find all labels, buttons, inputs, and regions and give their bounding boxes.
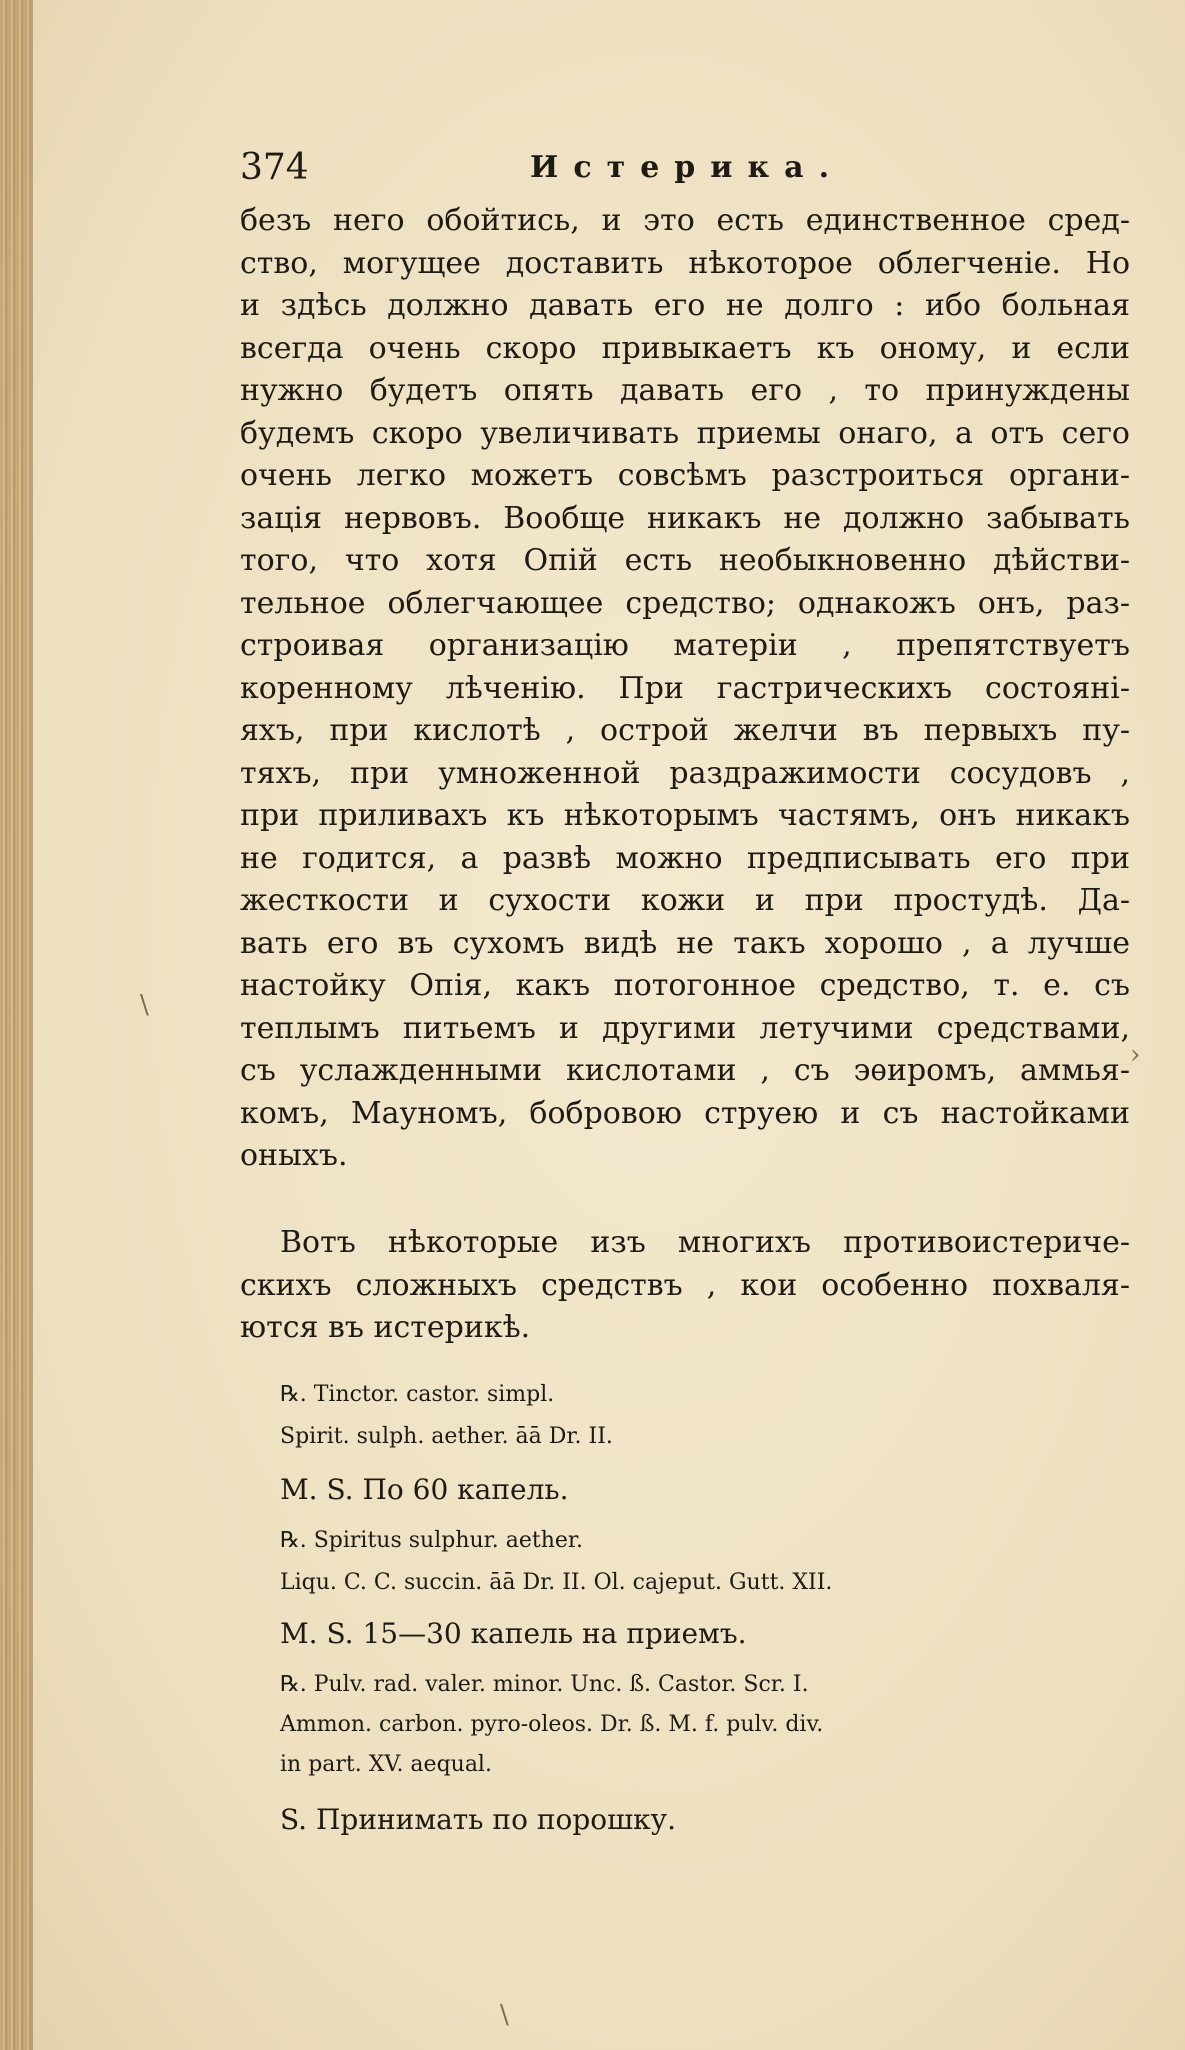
page-header [240,146,845,190]
text-line: того, что хотя Опій есть необыкновенно дѣйстви- [240,543,1130,578]
text-line: безъ него обойтись, и это есть единственное сред- [240,203,1130,238]
text-line: всегда очень скоро привыкаетъ къ оному, и если [240,330,1130,366]
text-line: оныхъ. [240,1138,348,1173]
page-number: 374 [240,147,309,188]
page-edge [0,0,30,2050]
text-line: коренному лѣченію. При гастрическихъ состоянi- [240,670,1130,706]
recipe-3-line-2: Ammon. carbon. pyro-oleos. Dr. ß. M. f. pulv. div. [280,1712,824,1737]
text-line: очень легко можетъ совсѣмъ разстроиться органи- [240,458,1130,493]
recipe-1-signa: M. S. По 60 капель. [280,1473,569,1506]
running-title: Истерика. [530,150,845,185]
margin-mark: › [1130,1040,1141,1070]
text-line: тяхъ, при умноженной раздражимости сосудовъ , [240,755,1130,791]
recipe-2-line-2: Liqu. C. C. succin. āā Dr. II. Ol. cajeput. Gutt. XII. [280,1570,833,1595]
text-line: настойку Опія, какъ потогонное средство, т. е. съ [240,968,1130,1003]
margin-mark: \ [140,990,149,1020]
text-line: скихъ сложныхъ средствъ , кои особенно похваля- [240,1267,1130,1303]
recipe-2-signa: M. S. 15—30 капель на приемъ. [280,1617,747,1650]
paragraph-2 [240,1222,1130,1350]
text-line: Вотъ нѣкоторые изъ многихъ противоистериче- [280,1225,1130,1260]
text-line: яхъ, при кислотѣ , острой желчи въ первыхъ пу- [240,713,1130,748]
text-line: при приливахъ къ нѣкоторымъ частямъ, онъ никакъ [240,798,1130,833]
text-line: зація нервовъ. Вообще никакъ не должно забывать [240,500,1130,536]
text-line: вать его въ сухомъ видѣ не такъ хорошо , а лучше [240,925,1130,961]
text-line: строивая организацію матеріи , препятствуетъ [240,628,1130,663]
gutter-line [30,0,33,2050]
margin-mark: \ [500,2000,509,2030]
text-line: и здѣсь должно давать его не долго : ибо больная [240,288,1130,323]
text-line: не годится, а развѣ можно предписывать его при [240,840,1130,876]
text-line: комъ, Мауномъ, бобровою струею и съ настойками [240,1095,1130,1131]
text-line: будемъ скоро увеличивать приемы онаго, а отъ сего [240,415,1130,451]
text-line: теплымъ питьемъ и другими летучими средствами, [240,1010,1130,1046]
text-line: ство, могущее доставить нѣкоторое облегченіе. Но [240,245,1130,281]
text-line: жесткости и сухости кожи и при простудѣ. Да- [240,883,1130,918]
recipe-3-signa: S. Принимать по порошку. [280,1803,677,1836]
text-line: съ услажденными кислотами , съ эѳиромъ, аммья- [240,1053,1130,1088]
text-line: тельное облегчающее средство; однакожъ онъ, раз- [240,585,1130,621]
recipe-1-line-1: ℞. Tinctor. castor. simpl. [280,1382,555,1407]
text-line: ются въ истерикѣ. [240,1310,531,1345]
text-line: нужно будетъ опять давать его , то принуждены [240,373,1130,408]
recipe-2-line-1: ℞. Spiritus sulphur. aether. [280,1528,584,1553]
paragraph-1 [240,200,1130,1178]
recipe-3-line-1: ℞. Pulv. rad. valer. minor. Unc. ß. Castor. Scr. I. [280,1672,809,1697]
recipe-1-line-2: Spirit. sulph. aether. āā Dr. II. [280,1424,613,1449]
recipe-3-line-3: in part. XV. aequal. [280,1752,492,1777]
